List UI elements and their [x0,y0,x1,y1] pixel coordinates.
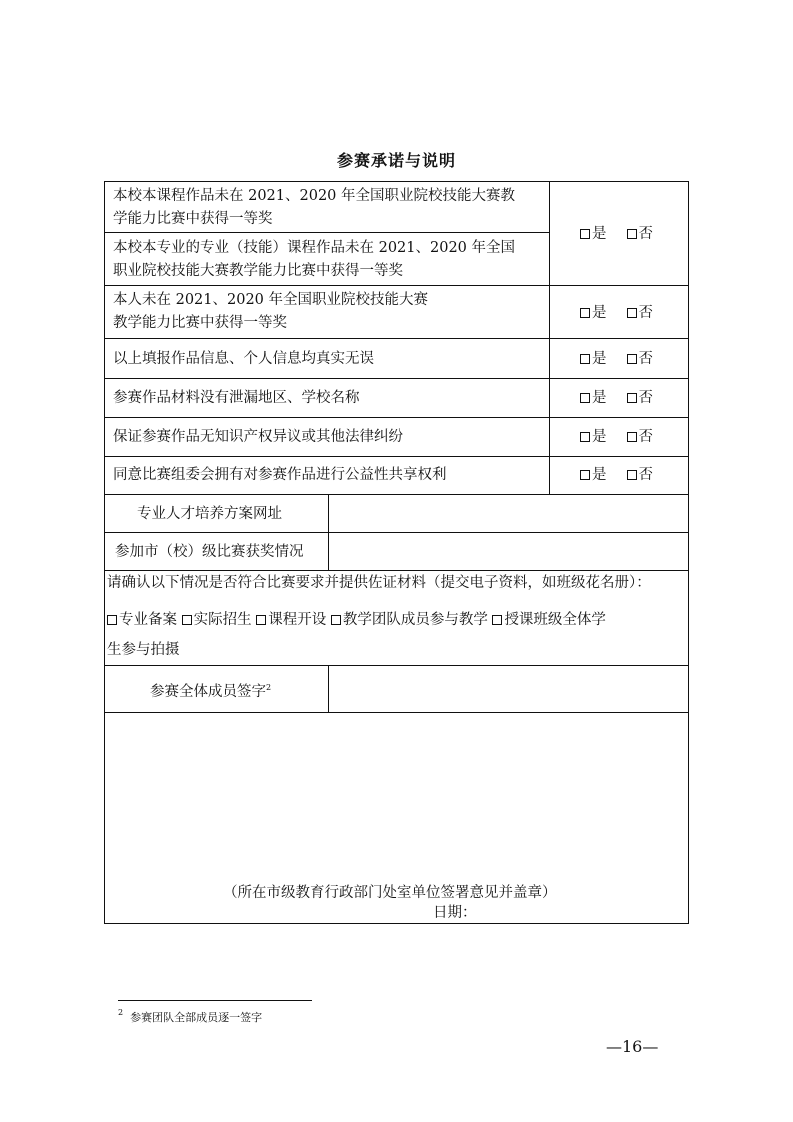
yes-option[interactable] [580,351,607,367]
approval-caption: （所在市级教育行政部门处室单位签署意见并盖章） [223,885,557,901]
page-title: 参赛承诺与说明 [336,151,456,170]
confirm-option[interactable] [492,612,606,628]
program-url-field[interactable] [329,495,688,532]
yes-checkbox[interactable] [580,393,590,403]
no-label: 否 [638,467,653,483]
no-checkbox[interactable] [627,308,637,318]
row-divider [105,232,549,233]
confirm-option-label: 授课班级全体学 [504,612,606,628]
confirm-option-label: 教学团队成员参与教学 [342,612,488,628]
pledge-text: 同意比赛组委会拥有对参赛作品进行公益性共享权利 [113,467,447,483]
checkbox[interactable] [331,615,341,625]
yes-checkbox[interactable] [580,470,590,480]
yes-no-choice [580,427,653,447]
signature-field[interactable] [329,666,688,712]
page-number: —16— [606,1037,659,1056]
yes-checkbox[interactable] [580,308,590,318]
no-label: 否 [638,305,653,321]
approval-date-label: 日期： [433,905,477,921]
row-divider [105,417,688,418]
footnote-text: 参赛团队全部成员逐一签字 [130,1011,263,1024]
checkbox[interactable] [107,615,117,625]
pledge-text: 教学能力比赛中获得一等奖 [113,315,287,331]
pledge-text: 参赛作品材料没有泄漏地区、学校名称 [113,390,360,406]
footnote [118,1008,262,1025]
no-label: 否 [638,226,653,242]
yes-option[interactable] [580,390,607,406]
yes-label: 是 [592,467,607,483]
no-option[interactable] [627,467,654,483]
no-checkbox[interactable] [627,354,637,364]
confirm-option[interactable] [107,612,177,628]
no-checkbox[interactable] [627,432,637,442]
confirm-option-label: 课程开设 [268,612,327,628]
row-divider [105,456,688,457]
confirm-option[interactable] [331,612,488,628]
no-option[interactable] [627,390,654,406]
yes-option[interactable] [580,429,607,445]
yes-label: 是 [592,390,607,406]
column-divider [549,182,550,494]
confirm-prompt: 请确认以下情况是否符合比赛要求并提供佐证材料（提交电子资料，如班级花名册）： [107,575,651,591]
no-checkbox[interactable] [627,393,637,403]
no-label: 否 [638,351,653,367]
no-option[interactable] [627,226,654,242]
footnote-number: 2 [118,1008,124,1017]
no-option[interactable] [627,305,654,321]
yes-option[interactable] [580,305,607,321]
signature-label-text: 参赛全体成员签字 [150,684,266,700]
signature-label [150,676,271,704]
no-option[interactable] [627,429,654,445]
confirm-option-label: 专业备案 [119,612,177,628]
yes-no-choice [580,349,653,369]
no-option[interactable] [627,351,654,367]
row-divider [105,285,688,286]
no-checkbox[interactable] [627,470,637,480]
pledge-text: 保证参赛作品无知识产权异议或其他法律纠纷 [113,429,403,445]
yes-no-choice [580,465,653,485]
row-divider [105,338,688,339]
no-label: 否 [638,429,653,445]
row-divider [105,378,688,379]
yes-no-choice [580,224,653,244]
yes-checkbox[interactable] [580,432,590,442]
footnote-marker: 2 [266,683,272,692]
yes-no-choice [580,303,653,323]
footnote-divider [118,1000,312,1001]
yes-label: 是 [592,305,607,321]
confirm-options [107,608,606,632]
program-url-label: 专业人才培养方案网址 [137,506,282,522]
pledge-text: 本校本专业的专业（技能）课程作品未在 2021、2020 年全国 [113,240,516,256]
yes-label: 是 [592,429,607,445]
checkbox[interactable] [256,615,266,625]
yes-no-choice [580,388,653,408]
confirm-option[interactable] [256,612,326,628]
pledge-form [104,181,689,924]
no-checkbox[interactable] [627,229,637,239]
yes-option[interactable] [580,467,607,483]
confirm-option[interactable] [182,612,252,628]
yes-checkbox[interactable] [580,229,590,239]
pledge-text: 本校本课程作品未在 2021、2020 年全国职业院校技能大赛教 [113,188,516,204]
checkbox[interactable] [182,615,192,625]
confirm-option-label: 实际招生 [193,612,252,628]
pledge-text: 职业院校技能大赛教学能力比赛中获得一等奖 [113,263,403,279]
yes-option[interactable] [580,226,607,242]
pledge-text: 本人未在 2021、2020 年全国职业院校技能大赛 [113,292,429,308]
yes-checkbox[interactable] [580,354,590,364]
checkbox[interactable] [492,615,502,625]
yes-label: 是 [592,351,607,367]
pledge-text: 学能力比赛中获得一等奖 [113,211,273,227]
row-divider [105,712,688,713]
city-award-field[interactable] [329,533,688,570]
city-award-label: 参加市（校）级比赛获奖情况 [115,544,304,560]
confirm-option-wrap: 生参与拍摄 [107,642,180,658]
no-label: 否 [638,390,653,406]
pledge-text: 以上填报作品信息、个人信息均真实无误 [113,351,374,367]
yes-label: 是 [592,226,607,242]
